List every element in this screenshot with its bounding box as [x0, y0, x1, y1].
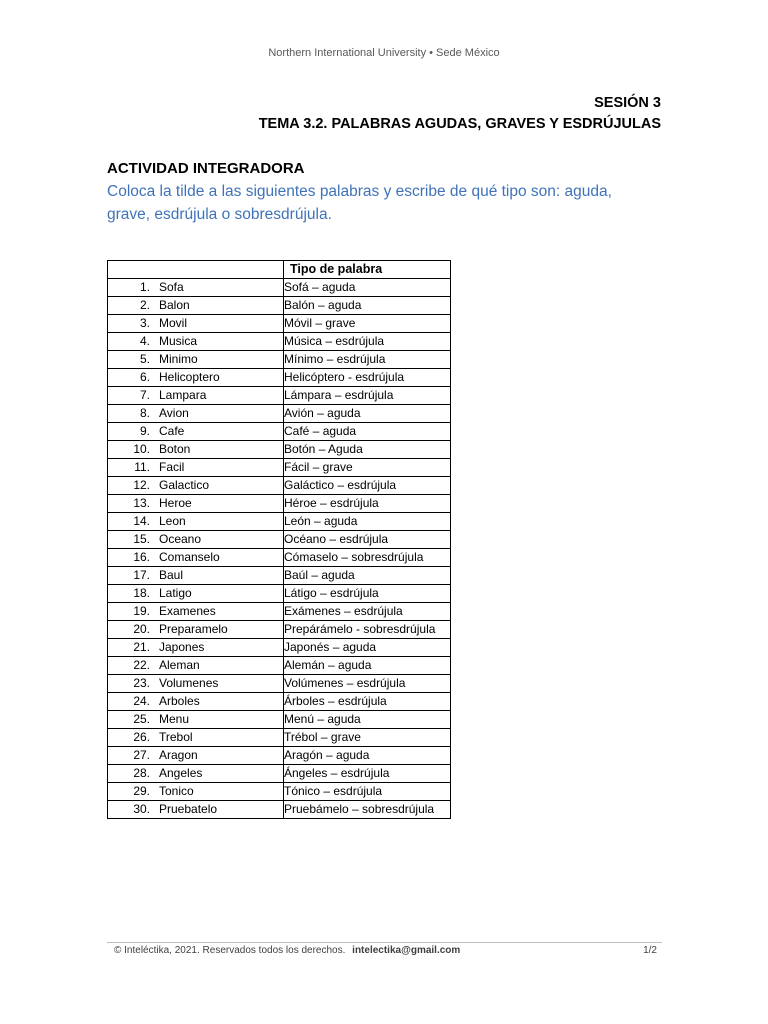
row-number: 21. [133, 640, 150, 654]
table-row [108, 639, 451, 657]
word-cell [108, 711, 284, 729]
table-row [108, 405, 451, 423]
table-header-type: Tipo de palabra [284, 261, 451, 279]
activity-instruction: Coloca la tilde a las siguientes palabras y escribe de qué tipo son: aguda, grave, esdrújula o sobresdrújula. [107, 183, 612, 223]
word-text: Leon [159, 514, 186, 528]
word-cell [108, 369, 284, 387]
word-cell [108, 585, 284, 603]
row-number: 24. [133, 694, 150, 708]
row-number: 9. [139, 424, 150, 438]
word-cell [108, 765, 284, 783]
table-row [108, 549, 451, 567]
answer-cell: Galáctico – esdrújula [284, 477, 451, 495]
word-cell [108, 405, 284, 423]
word-text: Sofa [159, 280, 184, 294]
answer-cell: Sofá – aguda [284, 279, 451, 297]
table-row [108, 495, 451, 513]
row-number: 27. [133, 748, 150, 762]
answer-cell: Trébol – grave [284, 729, 451, 747]
row-number: 17. [133, 568, 150, 582]
answer-cell: Japonés – aguda [284, 639, 451, 657]
row-number: 29. [133, 784, 150, 798]
word-text: Menu [159, 712, 190, 726]
answer-cell: Látigo – esdrújula [284, 585, 451, 603]
word-cell [108, 495, 284, 513]
session-heading [259, 93, 661, 135]
table-row [108, 657, 451, 675]
word-cell [108, 297, 284, 315]
word-text: Boton [159, 442, 191, 456]
answer-cell: Océano – esdrújula [284, 531, 451, 549]
answer-cell: Menú – aguda [284, 711, 451, 729]
table-row [108, 585, 451, 603]
row-number: 3. [139, 316, 150, 330]
word-text: Pruebatelo [159, 802, 218, 816]
row-number: 12. [133, 478, 150, 492]
word-text: Facil [159, 460, 185, 474]
word-text: Musica [159, 334, 198, 348]
row-number: 6. [139, 370, 150, 384]
word-cell [108, 531, 284, 549]
answer-cell: Lámpara – esdrújula [284, 387, 451, 405]
answer-cell: Avión – aguda [284, 405, 451, 423]
word-cell [108, 315, 284, 333]
word-text: Avion [159, 406, 189, 420]
word-text: Galactico [159, 478, 210, 492]
word-cell [108, 477, 284, 495]
table-row [108, 351, 451, 369]
word-table [107, 260, 451, 819]
word-cell [108, 675, 284, 693]
word-text: Aleman [159, 658, 200, 672]
row-number: 20. [133, 622, 150, 636]
word-text: Lampara [159, 388, 207, 402]
row-number: 2. [139, 298, 150, 312]
word-text: Japones [159, 640, 205, 654]
row-number: 22. [133, 658, 150, 672]
table-header-word [108, 261, 284, 279]
table-row [108, 693, 451, 711]
table-row [108, 765, 451, 783]
table-header-row [108, 261, 451, 279]
table-row [108, 747, 451, 765]
word-text: Oceano [159, 532, 202, 546]
word-cell [108, 783, 284, 801]
table-row [108, 297, 451, 315]
table-row [108, 675, 451, 693]
answer-cell: Música – esdrújula [284, 333, 451, 351]
answer-cell: León – aguda [284, 513, 451, 531]
topic-title: TEMA 3.2. PALABRAS AGUDAS, GRAVES Y ESDRÚJULAS [258, 116, 661, 132]
answer-cell: Tónico – esdrújula [284, 783, 451, 801]
row-number: 11. [134, 460, 150, 474]
answer-cell: Prepárámelo - sobresdrújula [284, 621, 451, 639]
word-text: Arboles [159, 694, 200, 708]
word-text: Comanselo [159, 550, 220, 564]
word-cell [108, 333, 284, 351]
table-row [108, 513, 451, 531]
row-number: 16. [133, 550, 150, 564]
document-footer [114, 945, 657, 956]
word-text: Tonico [159, 784, 194, 798]
word-cell [108, 567, 284, 585]
word-text: Cafe [159, 424, 185, 438]
answer-cell: Pruebámelo – sobresdrújula [284, 801, 451, 819]
word-text: Preparamelo [159, 622, 228, 636]
word-cell [108, 801, 284, 819]
table-row [108, 477, 451, 495]
word-text: Movil [159, 316, 188, 330]
table-row [108, 531, 451, 549]
word-cell [108, 729, 284, 747]
activity-title: ACTIVIDAD INTEGRADORA [107, 160, 305, 177]
table-row [108, 729, 451, 747]
word-cell [108, 693, 284, 711]
word-cell [108, 549, 284, 567]
word-cell [108, 747, 284, 765]
session-label: SESIÓN 3 [594, 95, 661, 111]
answer-cell: Alemán – aguda [284, 657, 451, 675]
word-cell [108, 351, 284, 369]
answer-cell: Volúmenes – esdrújula [284, 675, 451, 693]
word-cell [108, 621, 284, 639]
row-number: 1. [139, 280, 150, 294]
word-cell [108, 279, 284, 297]
word-cell [108, 387, 284, 405]
table-row [108, 441, 451, 459]
word-text: Helicoptero [159, 370, 220, 384]
table-row [108, 459, 451, 477]
answer-cell: Ángeles – esdrújula [284, 765, 451, 783]
answer-cell: Botón – Aguda [284, 441, 451, 459]
row-number: 13. [133, 496, 150, 510]
word-cell [108, 423, 284, 441]
word-cell [108, 657, 284, 675]
row-number: 7. [139, 388, 150, 402]
word-cell [108, 459, 284, 477]
answer-cell: Mínimo – esdrújula [284, 351, 451, 369]
table-row [108, 783, 451, 801]
footer-divider [107, 942, 662, 943]
word-text: Aragon [159, 748, 198, 762]
word-text: Baul [159, 568, 184, 582]
row-number: 30. [133, 802, 150, 816]
footer-email: intelectika@gmail.com [352, 945, 461, 956]
word-cell [108, 441, 284, 459]
table-row [108, 315, 451, 333]
row-number: 18. [133, 586, 150, 600]
row-number: 19. [133, 604, 150, 618]
answer-cell: Aragón – aguda [284, 747, 451, 765]
row-number: 26. [133, 730, 150, 744]
answer-cell: Héroe – esdrújula [284, 495, 451, 513]
table-row [108, 387, 451, 405]
word-text: Examenes [159, 604, 216, 618]
table-row [108, 333, 451, 351]
page-number: 1/2 [643, 945, 657, 956]
word-cell [108, 639, 284, 657]
table-row [108, 567, 451, 585]
word-text: Angeles [159, 766, 203, 780]
table-row [108, 279, 451, 297]
row-number: 25. [133, 712, 150, 726]
word-text: Heroe [159, 496, 192, 510]
answer-cell: Cómaselo – sobresdrújula [284, 549, 451, 567]
document-header: Northern International University • Sede México [268, 47, 500, 59]
word-text: Trebol [159, 730, 193, 744]
word-text: Balon [159, 298, 190, 312]
answer-cell: Baúl – aguda [284, 567, 451, 585]
answer-cell: Café – aguda [284, 423, 451, 441]
table-row [108, 801, 451, 819]
row-number: 14. [133, 514, 150, 528]
table-row [108, 711, 451, 729]
answer-cell: Helicóptero - esdrújula [284, 369, 451, 387]
table-row [108, 423, 451, 441]
row-number: 5. [139, 352, 150, 366]
table-row [108, 369, 451, 387]
row-number: 28. [133, 766, 150, 780]
table-row [108, 603, 451, 621]
word-cell [108, 603, 284, 621]
row-number: 4. [139, 334, 150, 348]
answer-cell: Móvil – grave [284, 315, 451, 333]
word-cell [108, 513, 284, 531]
word-text: Volumenes [159, 676, 219, 690]
row-number: 23. [133, 676, 150, 690]
answer-cell: Balón – aguda [284, 297, 451, 315]
answer-cell: Fácil – grave [284, 459, 451, 477]
table-row [108, 621, 451, 639]
row-number: 10. [133, 442, 150, 456]
answer-cell: Exámenes – esdrújula [284, 603, 451, 621]
word-text: Latigo [159, 586, 192, 600]
row-number: 8. [139, 406, 150, 420]
row-number: 15. [133, 532, 150, 546]
word-text: Minimo [159, 352, 198, 366]
answer-cell: Árboles – esdrújula [284, 693, 451, 711]
footer-copyright: © Inteléctika, 2021. Reservados todos los derechos. [114, 945, 346, 956]
